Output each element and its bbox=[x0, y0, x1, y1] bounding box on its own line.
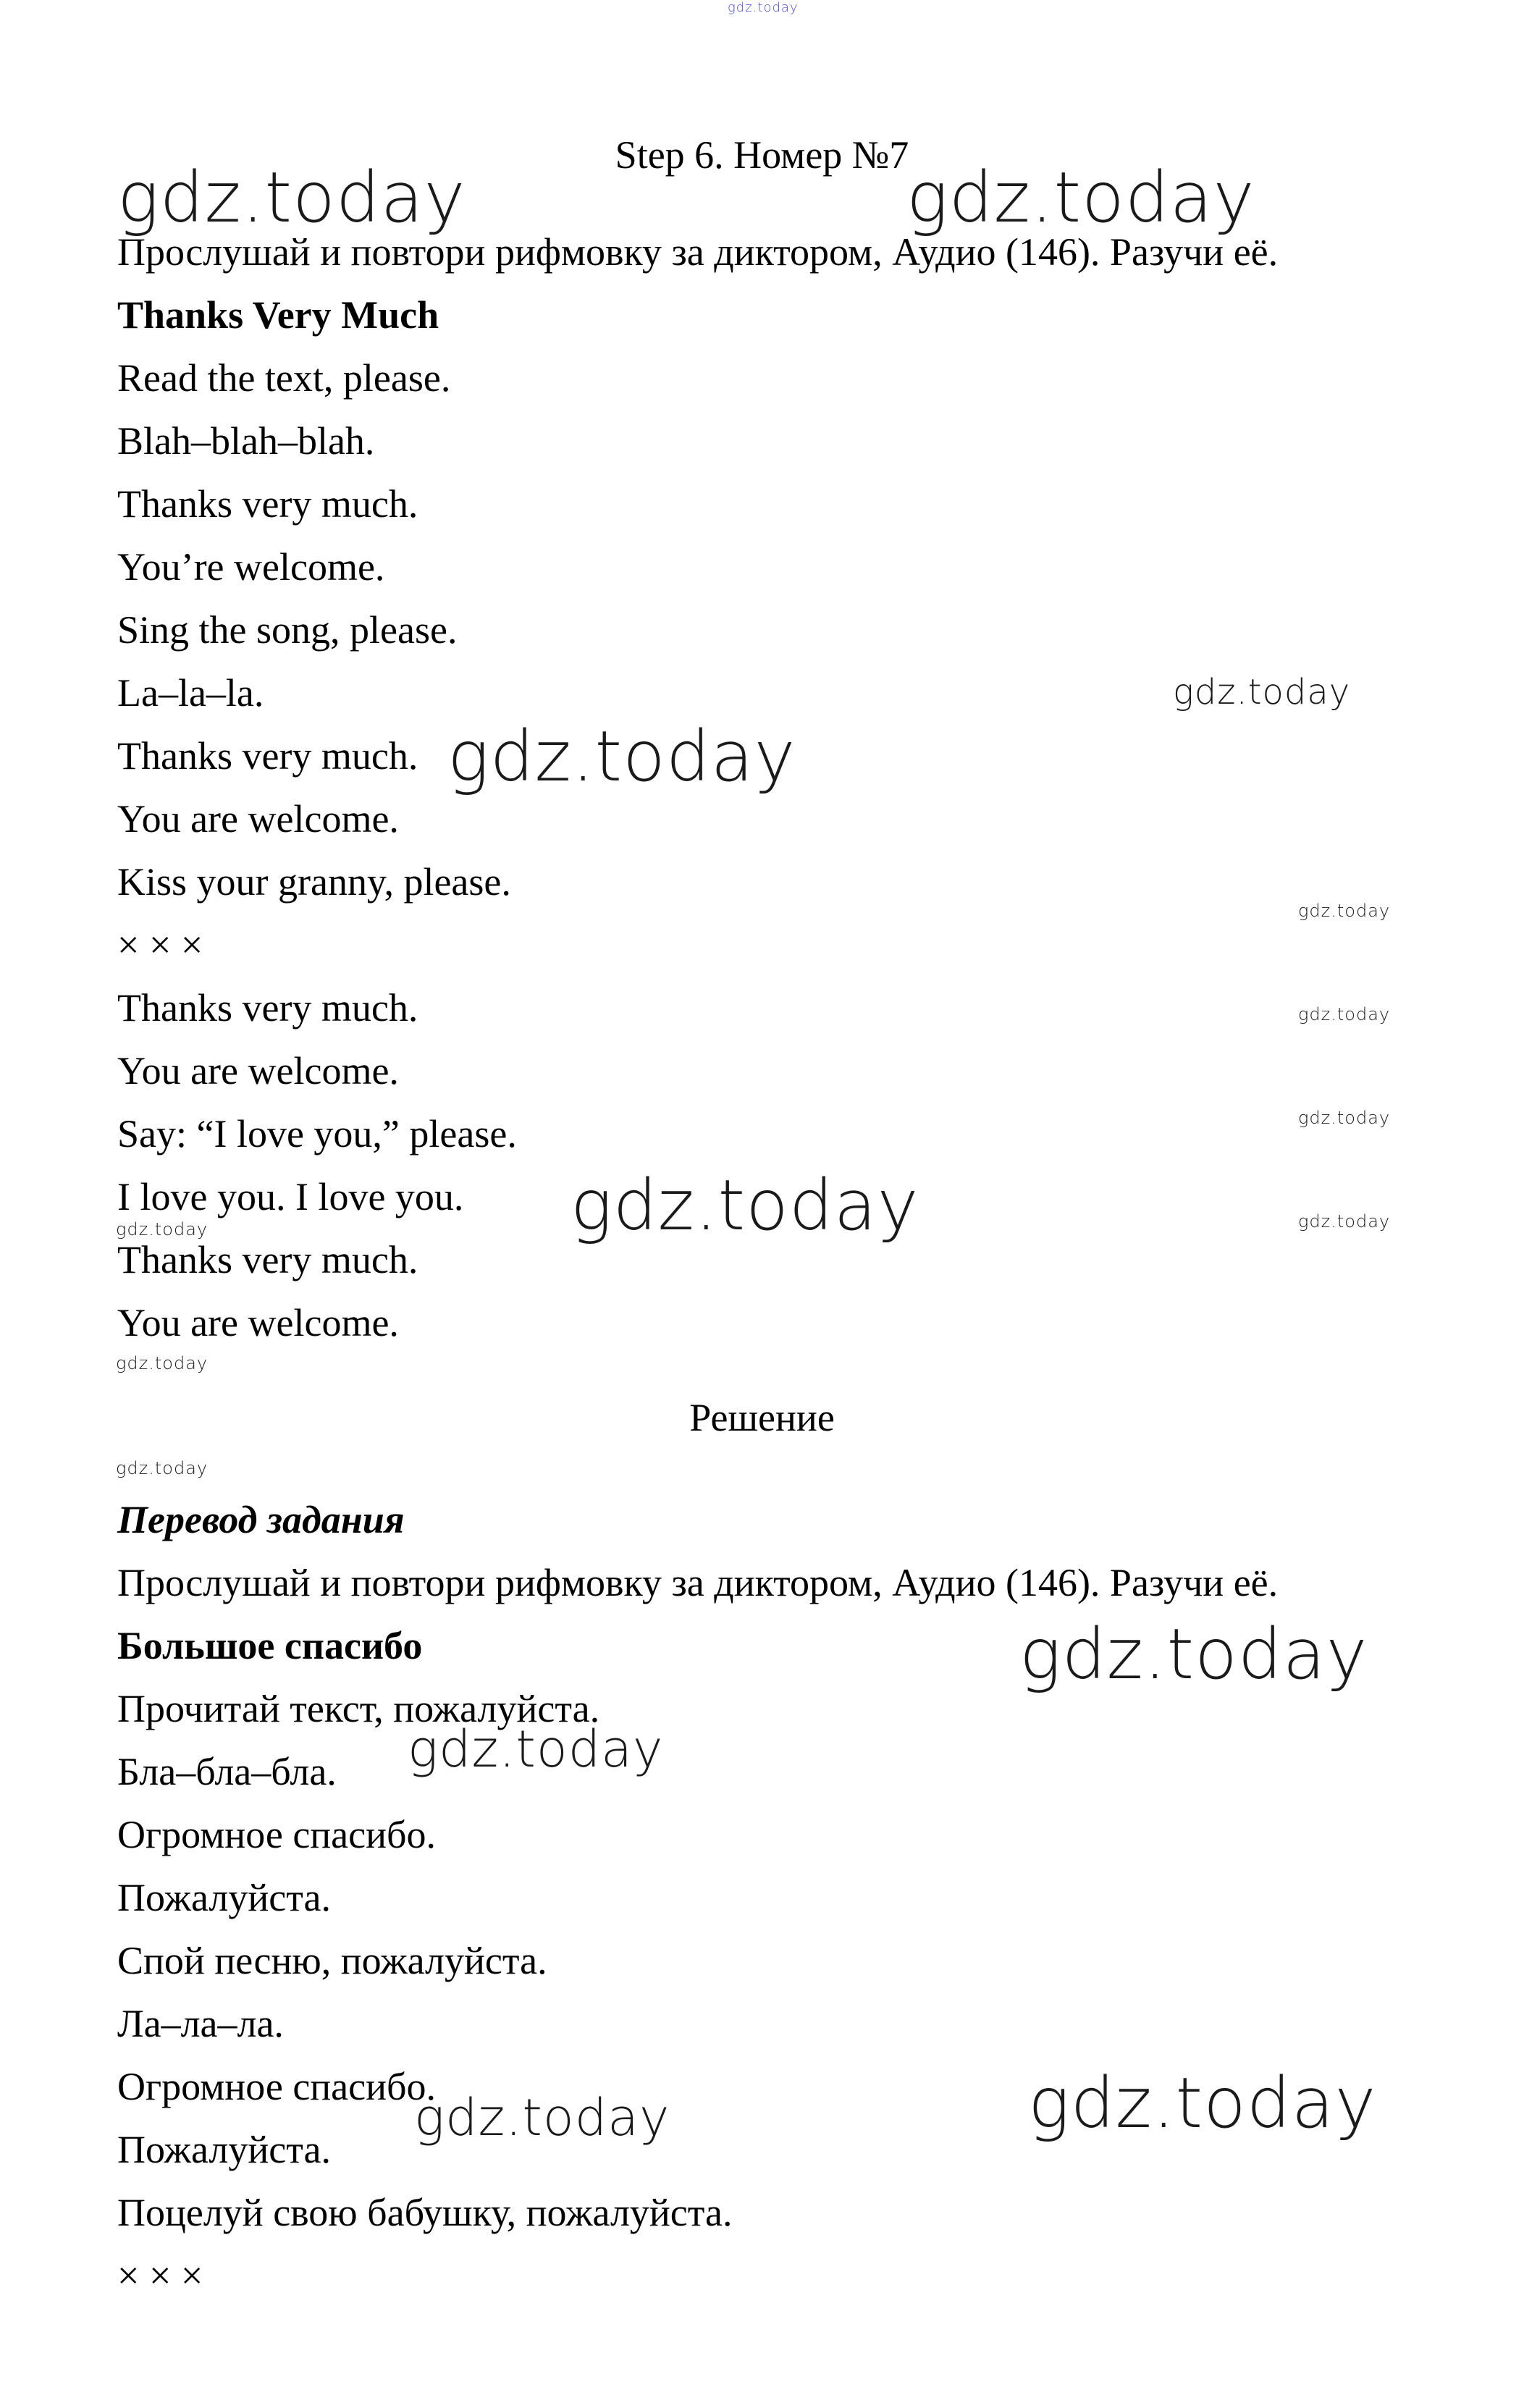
translated-line: Огромное спасибо. bbox=[117, 1813, 436, 1856]
poem-line: Kiss your granny, please. bbox=[117, 860, 511, 904]
poem-line: You are welcome. bbox=[117, 1301, 399, 1344]
watermark: gdz.today bbox=[117, 157, 466, 238]
poem-line: Sing the song, please. bbox=[117, 608, 458, 652]
solution-instruction: Прослушай и повтори рифмовку за диктором, Аудио (146). Разучи её. bbox=[117, 1561, 1279, 1604]
translated-poem-title: Большое спасибо bbox=[117, 1624, 423, 1667]
poem-title: Thanks Very Much bbox=[117, 293, 439, 337]
translated-line: Пожалуйста. bbox=[117, 2128, 331, 2171]
translated-line: Ла–ла–ла. bbox=[117, 2002, 284, 2045]
translated-line: Пожалуйста. bbox=[117, 1876, 331, 1919]
translated-line: Бла–бла–бла. bbox=[117, 1750, 337, 1793]
watermark: gdz.today bbox=[414, 2088, 670, 2147]
translation-heading: Перевод задания bbox=[117, 1498, 405, 1541]
poem-line: Thanks very much. bbox=[117, 986, 418, 1030]
watermark: gdz.today bbox=[1298, 1211, 1391, 1232]
watermark: gdz.today bbox=[116, 1219, 209, 1239]
watermark: gdz.today bbox=[1298, 901, 1391, 921]
solution-heading: Решение bbox=[689, 1396, 835, 1439]
poem-line: Thanks very much. bbox=[117, 734, 418, 778]
poem-line: Thanks very much. bbox=[117, 1238, 418, 1281]
poem-line: You are welcome. bbox=[117, 797, 399, 841]
translated-line: Поцелуй свою бабушку, пожалуйста. bbox=[117, 2191, 733, 2234]
watermark: gdz.today bbox=[1298, 1108, 1391, 1128]
watermark: gdz.today bbox=[408, 1719, 664, 1779]
watermark: gdz.today bbox=[1019, 1614, 1368, 1695]
top-watermark: gdz.today bbox=[728, 0, 799, 15]
page-title: Step 6. Номер №7 bbox=[615, 133, 909, 177]
watermark: gdz.today bbox=[116, 1353, 209, 1373]
translated-separator: × × × bbox=[117, 2254, 203, 2297]
watermark: gdz.today bbox=[1298, 1004, 1391, 1024]
watermark: gdz.today bbox=[571, 1165, 919, 1246]
watermark: gdz.today bbox=[1028, 2063, 1377, 2144]
watermark: gdz.today bbox=[116, 1458, 209, 1478]
watermark: gdz.today bbox=[447, 716, 796, 797]
poem-line: Say: “I love you,” please. bbox=[117, 1112, 517, 1155]
translated-line: Спой песню, пожалуйста. bbox=[117, 1939, 547, 1982]
poem-line: You are welcome. bbox=[117, 1049, 399, 1093]
translated-line: Прочитай текст, пожалуйста. bbox=[117, 1687, 600, 1730]
poem-line: You’re welcome. bbox=[117, 545, 385, 589]
poem-line: Blah–blah–blah. bbox=[117, 419, 375, 463]
task-instruction: Прослушай и повтори рифмовку за диктором, Аудио (146). Разучи её. bbox=[117, 230, 1279, 274]
watermark: gdz.today bbox=[1173, 672, 1351, 712]
poem-line: La–la–la. bbox=[117, 671, 264, 715]
poem-line: Read the text, please. bbox=[117, 356, 451, 400]
translated-line: Огромное спасибо. bbox=[117, 2065, 436, 2108]
poem-line: I love you. I love you. bbox=[117, 1175, 464, 1218]
poem-line: Thanks very much. bbox=[117, 482, 418, 526]
watermark: gdz.today bbox=[906, 157, 1255, 238]
poem-separator: × × × bbox=[117, 923, 203, 967]
